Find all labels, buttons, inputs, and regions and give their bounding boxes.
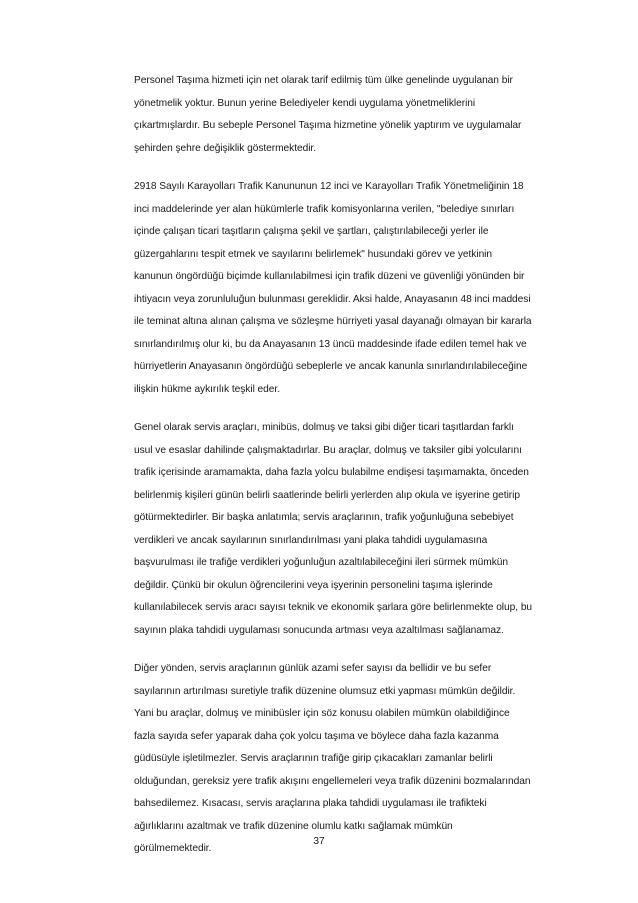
text-line: sayının plaka tahdidi uygulaması sonucunda artması veya azaltılması sağlanamaz. (134, 624, 504, 636)
text-line: güzergahlarını tespit etmek ve sayılarını belirlemek" husundaki görev ve yetkinin (134, 248, 493, 260)
text-line: başvurulması ile trafiğe verdikleri yoğunluğun azaltılabileceğini ileri sürmek mümkün (134, 557, 508, 568)
text-line: olduğundan, gereksiz yere trafik akışını engellemeleri veya trafik düzenini bozmalarından (134, 775, 531, 787)
text-line: trafik içerisinde aramamakta, daha fazla yolcu bulabilme endişesi taşımamakta, önceden (134, 467, 529, 478)
text-line: görülmemektedir. (134, 843, 212, 854)
text-line: ağırlıklarını azaltmak ve trafik düzenine olumlu katkı sağlamak mümkün (134, 820, 453, 832)
text-line: Genel olarak servis araçları, minibüs, dolmuş ve taksi gibi diğer ticari taşıtlardan farklı (134, 422, 514, 433)
text-line: verdikleri ve ancak sayılarının sınırlandırılması yani plaka tahdidi uygulamasına (134, 534, 488, 546)
paragraph (134, 176, 564, 401)
text-line: değildir. Çünkü bir okulun öğrencilerini veya işyerinin personelini taşıma işlerinde (134, 579, 493, 591)
text-line: inci maddelerinde yer alan hükümlerle trafik komisyonlarına verilen, "belediye sınırları (134, 203, 515, 215)
text-line: sayılarının artırılması suretiyle trafik düzenine olumsuz etki yapması mümkün değildir. (134, 685, 516, 697)
text-line: fazla sayıda sefer yaparak daha çok yolcu taşıma ve böylece daha fazla kazanma (134, 730, 499, 742)
paragraph (134, 658, 564, 861)
text-line: Personel Taşıma hizmeti için net olarak tarif edilmiş tüm ülke genelinde uygulanan bir (134, 75, 513, 86)
text-line: usul ve esaslar dahilinde çalışmaktadırlar. Bu araçlar, dolmuş ve taksiler gibi yolcularını (134, 444, 522, 456)
text-line: şehirden şehre değişiklik göstermektedir. (134, 142, 316, 154)
text-line: güdüsüyle işletilmezler. Servis araçlarının trafiğe girip çıkacakları zamanlar belirli (134, 753, 493, 764)
text-line: kullanılabilecek servis aracı sayısı teknik ve ekonomik şarlara göre belirlenmekte olup, bu (134, 602, 533, 613)
text-line: ihtiyacın veya zorunluluğun bulunması gereklidir. Aksi halde, Anayasanın 48 inci maddesi (134, 293, 531, 305)
text-line: Diğer yönden, servis araçlarının günlük azami sefer sayısı da bellidir ve bu sefer (134, 663, 492, 674)
text-line: bahsedilemez. Kısacası, servis araçlarına plaka tahdidi uygulaması ile trafikteki (134, 798, 487, 809)
text-line: sınırlandırılmış olur ki, bu da Anayasanın 13 üncü maddesinde ifade edilen temel hak ve (134, 338, 527, 350)
text-line: Yani bu araçlar, dolmuş ve minibüsler için söz konusu olabilen mümkün olabildiğince (134, 708, 510, 719)
text-line: belirlenmiş kişileri günün belirli saatlerinde belirli yerlerden alıp okula ve işyerine getirip (134, 489, 520, 501)
text-line: çıkartmışlardır. Bu sebeple Personel Taşıma hizmetine yönelik yaptırım ve uygulamalar (134, 120, 522, 131)
paragraph (134, 417, 564, 642)
paragraph (134, 70, 564, 160)
text-line: içinde çalışan ticari taşıtların çalışma şekil ve şartları, çalıştırılabileceği yerler ile (134, 226, 489, 237)
text-line: kanunun öngördüğü biçimde kullanılabilmesi için trafik düzeni ve güvenliği yönünden bir (134, 271, 525, 282)
text-line: ile teminat altına alınan çalışma ve sözleşme hürriyeti yasal dayanağı olmayan bir kararla (134, 316, 532, 327)
body-text (134, 70, 564, 877)
page-number: 37 (313, 836, 325, 847)
text-line: ilişkin hükme aykırılık teşkil eder. (134, 383, 280, 395)
text-line: hürriyetlerin Anayasanın öngördüğü sebeplerle ve ancak kanunla sınırlandırılabileceğine (134, 361, 528, 372)
text-line: yönetmelik yoktur. Bunun yerine Belediyeler kendi uygulama yönetmeliklerini (134, 97, 476, 109)
text-line: götürmektedirler. Bir başka anlatımla; servis araçlarının, trafik yoğunluğuna sebebiyet (134, 512, 514, 523)
text-line: 2918 Sayılı Karayolları Trafik Kanununun 12 inci ve Karayolları Trafik Yönetmeliğinin 18 (134, 181, 524, 192)
